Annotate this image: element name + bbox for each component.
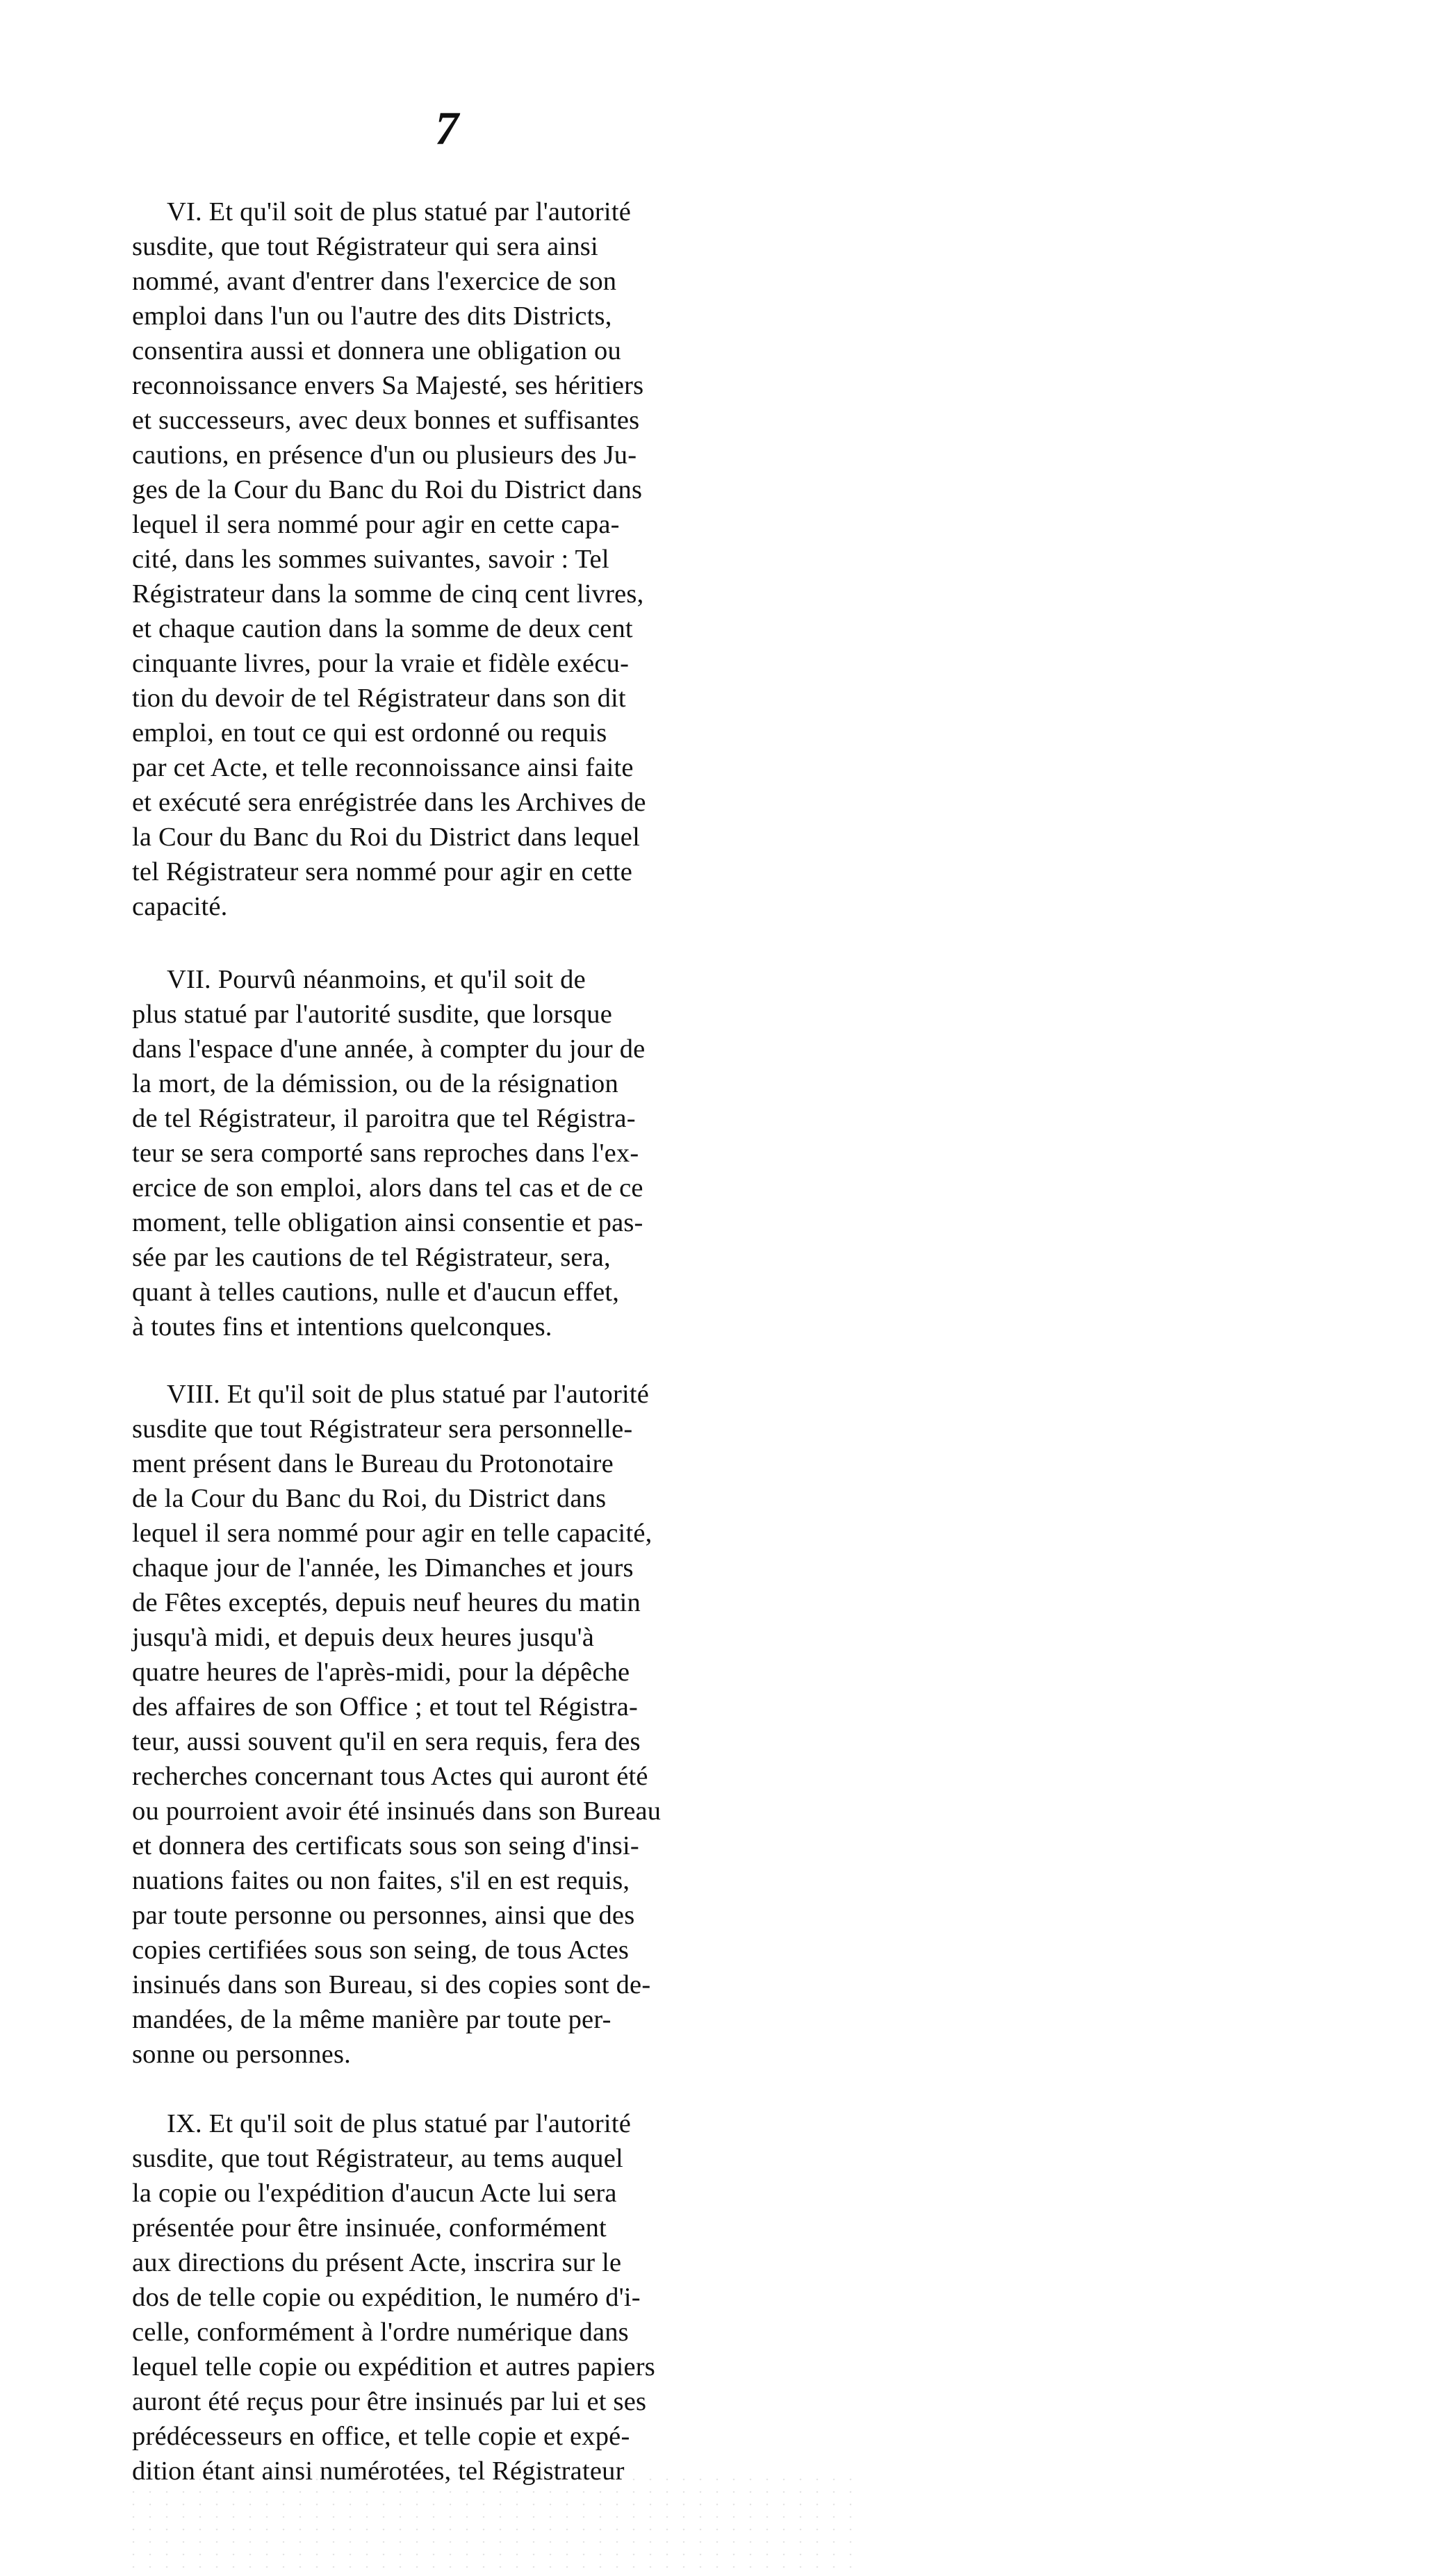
text-line: VIII. Et qu'il soit de plus statué par l'autorité — [167, 1380, 650, 1409]
paragraph-viii — [132, 1377, 813, 2072]
text-line: et donnera des certificats sous son seing d'insi- — [132, 1831, 639, 1860]
text-line: à toutes fins et intentions quelconques. — [132, 1312, 552, 1341]
text-line: consentira aussi et donnera une obligation ou — [132, 336, 621, 365]
paragraph-vi — [132, 195, 813, 924]
text-line: prédécesseurs en office, et telle copie et expé- — [132, 2422, 630, 2451]
text-line: Régistrateur dans la somme de cinq cent livres, — [132, 579, 644, 609]
text-line: nommé, avant d'entrer dans l'exercice de son — [132, 267, 617, 296]
text-line: ou pourroient avoir été insinués dans son Bureau — [132, 1797, 662, 1826]
text-line: auront été reçus pour être insinués par lui et ses — [132, 2387, 647, 2416]
text-line: lequel il sera nommé pour agir en cette capa- — [132, 510, 620, 539]
text-line: susdite, que tout Régistrateur qui sera ainsi — [132, 232, 598, 261]
text-line: recherches concernant tous Actes qui auront été — [132, 1762, 648, 1791]
text-line: cinquante livres, pour la vraie et fidèle exécu- — [132, 649, 630, 678]
text-line: moment, telle obligation ainsi consentie et pas- — [132, 1208, 643, 1237]
text-line: susdite que tout Régistrateur sera personnelle- — [132, 1414, 633, 1444]
text-line: emploi dans l'un ou l'autre des dits Districts, — [132, 302, 612, 331]
text-line: et successeurs, avec deux bonnes et suffisantes — [132, 406, 640, 435]
text-line: capacité. — [132, 892, 228, 921]
text-line: cautions, en présence d'un ou plusieurs des Ju- — [132, 440, 637, 470]
text-line: ment présent dans le Bureau du Protonotaire — [132, 1449, 614, 1478]
text-line: par toute personne ou personnes, ainsi que des — [132, 1901, 635, 1930]
text-line: chaque jour de l'année, les Dimanches et jours — [132, 1553, 634, 1583]
text-line: dans l'espace d'une année, à compter du jour de — [132, 1034, 646, 1064]
page-number: 7 — [435, 101, 459, 154]
text-line: IX. Et qu'il soit de plus statué par l'autorité — [167, 2109, 632, 2138]
text-line: sée par les cautions de tel Régistrateur, sera, — [132, 1243, 611, 1272]
text-line: tel Régistrateur sera nommé pour agir en cette — [132, 857, 633, 886]
text-line: ges de la Cour du Banc du Roi du District dans — [132, 475, 643, 504]
text-line: par cet Acte, et telle reconnoissance ainsi faite — [132, 753, 634, 782]
text-line: ercice de son emploi, alors dans tel cas et de ce — [132, 1173, 643, 1203]
text-line: dos de telle copie ou expédition, le numéro d'i- — [132, 2283, 641, 2312]
text-line: insinués dans son Bureau, si des copies sont de- — [132, 1970, 651, 1999]
text-line: copies certifiées sous son seing, de tous Actes — [132, 1935, 630, 1965]
text-line: jusqu'à midi, et depuis deux heures jusqu'à — [132, 1623, 595, 1652]
text-line: la Cour du Banc du Roi du District dans lequel — [132, 823, 640, 852]
text-line: la copie ou l'expédition d'aucun Acte lui sera — [132, 2179, 617, 2208]
text-line: mandées, de la même manière par toute per- — [132, 2005, 611, 2034]
text-line: présentée pour être insinuée, conformément — [132, 2213, 607, 2243]
text-line: des affaires de son Office ; et tout tel Régistra- — [132, 1692, 639, 1722]
text-line: VI. Et qu'il soit de plus statué par l'autorité — [167, 197, 632, 226]
text-line: nuations faites ou non faites, s'il en est requis, — [132, 1866, 630, 1895]
text-line: quant à telles cautions, nulle et d'aucun effet, — [132, 1278, 620, 1307]
text-line: teur se sera comporté sans reproches dans l'ex- — [132, 1139, 639, 1168]
text-line: aux directions du présent Acte, inscrira sur le — [132, 2248, 622, 2277]
text-line: susdite, que tout Régistrateur, au tems auquel — [132, 2144, 623, 2173]
text-line: de tel Régistrateur, il paroitra que tel Régistra- — [132, 1104, 636, 1133]
paragraph-vii — [132, 962, 813, 1344]
text-line: VII. Pourvû néanmoins, et qu'il soit de — [167, 965, 586, 994]
text-line: sonne ou personnes. — [132, 2040, 351, 2069]
text-line: lequel il sera nommé pour agir en telle capacité, — [132, 1519, 652, 1548]
text-line: teur, aussi souvent qu'il en sera requis, fera des — [132, 1727, 641, 1756]
text-line: de la Cour du Banc du Roi, du District dans — [132, 1484, 607, 1513]
text-line: tion du devoir de tel Régistrateur dans son dit — [132, 684, 626, 713]
text-line: et exécuté sera enrégistrée dans les Archives de — [132, 788, 646, 817]
paragraph-ix — [132, 2106, 813, 2488]
paper-speckle-texture — [125, 2473, 855, 2570]
text-line: celle, conformément à l'ordre numérique dans — [132, 2318, 629, 2347]
text-line: quatre heures de l'après-midi, pour la dépêche — [132, 1658, 630, 1687]
text-line: reconnoissance envers Sa Majesté, ses héritiers — [132, 371, 644, 400]
text-line: la mort, de la démission, ou de la résignation — [132, 1069, 618, 1098]
text-line: cité, dans les sommes suivantes, savoir : Tel — [132, 545, 609, 574]
text-line: dition étant ainsi numérotées, tel Régistrateur — [132, 2457, 625, 2486]
text-line: de Fêtes exceptés, depuis neuf heures du matin — [132, 1588, 641, 1617]
text-line: et chaque caution dans la somme de deux cent — [132, 614, 633, 643]
text-line: emploi, en tout ce qui est ordonné ou requis — [132, 718, 607, 748]
text-line: plus statué par l'autorité susdite, que lorsque — [132, 1000, 613, 1029]
text-line: lequel telle copie ou expédition et autres papiers — [132, 2352, 655, 2381]
